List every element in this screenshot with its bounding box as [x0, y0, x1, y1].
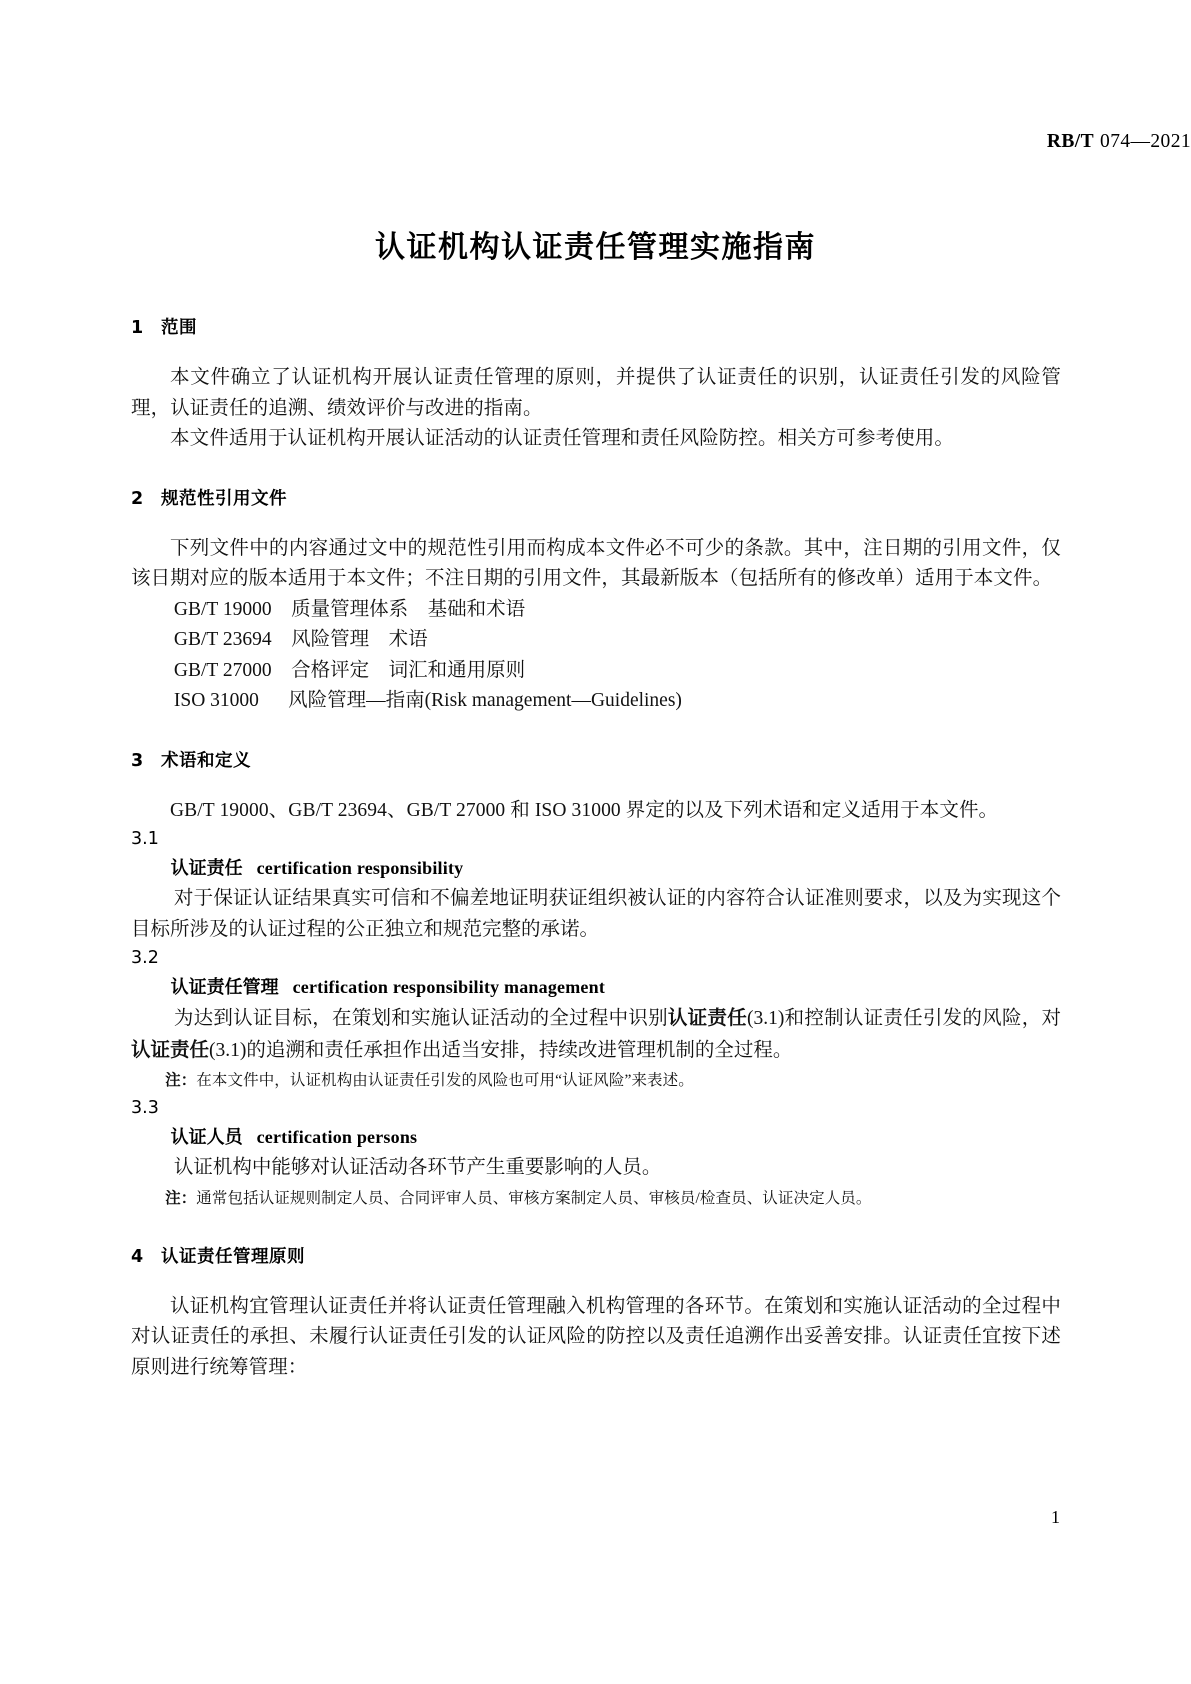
- section-number-2: 2: [131, 488, 144, 509]
- term-definition-3-2: [131, 1003, 1061, 1066]
- section-number-4: 4: [131, 1246, 144, 1267]
- term-definition-3-3: 认证机构中能够对认证活动各环节产生重要影响的人员。: [173, 1157, 662, 1178]
- term-en-3-3: certification persons: [256, 1127, 418, 1147]
- definition-text-part: (3.1)的追溯和责任承担作出适当安排，持续改进管理机制的全过程。: [209, 1039, 793, 1061]
- page-title: 认证机构认证责任管理实施指南: [375, 230, 816, 265]
- note-text: 通常包括认证规则制定人员、合同评审人员、审核方案制定人员、审核员/检查员、认证决定人员。: [196, 1189, 872, 1207]
- note-label: 注：: [165, 1188, 197, 1207]
- term-entry-3-2: [131, 972, 1061, 1003]
- page-number: 1: [1051, 1507, 1060, 1527]
- section-title-2: 规范性引用文件: [161, 488, 287, 509]
- document-header: [0, 131, 1191, 153]
- term-en-3-1: certification responsibility: [256, 858, 464, 878]
- section-4-paragraph-1: 认证机构宜管理认证责任并将认证责任管理融入机构管理的各环节。在策划和实施认证活动的全过程中对认证责任的承担、未履行认证责任引发的认证风险的防控以及责任追溯作出妥善安排。认证责任宜按下述原则进行统筹管理：: [131, 1295, 1061, 1378]
- clause-number-3-1: 3.1: [131, 829, 159, 849]
- section-number-3: 3: [131, 750, 144, 771]
- clause-number-3-2: 3.2: [131, 948, 159, 968]
- term-definition-3-1: 对于保证认证结果真实可信和不偏差地证明获证组织被认证的内容符合认证准则要求，以及为实现这个目标所涉及的认证过程的公正独立和规范完整的承诺。: [131, 888, 1061, 940]
- term-zh-3-2: 认证责任管理: [170, 977, 279, 998]
- normative-reference-item: GB/T 27000 合格评定 词汇和通用原则: [173, 659, 526, 681]
- section-2-paragraph-1: 下列文件中的内容通过文中的规范性引用而构成本文件必不可少的条款。其中，注日期的引用文件，仅该日期对应的版本适用于本文件；不注日期的引用文件，其最新版本（包括所有的修改单）适用于本文件。: [131, 537, 1061, 589]
- section-title-3: 术语和定义: [161, 750, 251, 771]
- term-entry-3-1: [131, 853, 1061, 884]
- section-number-1: 1: [131, 318, 144, 338]
- term-zh-3-3: 认证人员: [170, 1127, 243, 1148]
- term-zh-3-1: 认证责任: [170, 858, 243, 879]
- note-text: 在本文件中，认证机构由认证责任引发的风险也可用“认证风险”来表述。: [196, 1072, 694, 1089]
- section-1-paragraph-1: 本文件确立了认证机构开展认证责任管理的原则，并提供了认证责任的识别，认证责任引发的风险管理，认证责任的追溯、绩效评价与改进的指南。: [131, 367, 1061, 419]
- standard-code: RB/T: [1046, 131, 1095, 152]
- term-entry-3-3: [131, 1122, 1061, 1153]
- section-heading-4: [131, 1247, 1061, 1268]
- section-title-1: 范围: [161, 318, 197, 338]
- definition-bold-term: 认证责任: [667, 1006, 747, 1029]
- term-note-3-3: [131, 1184, 1061, 1213]
- normative-reference-item: ISO 31000 风险管理—指南(Risk management—Guidelines): [173, 690, 682, 711]
- section-heading-2: [131, 489, 1061, 510]
- note-label: 注：: [165, 1071, 197, 1089]
- section-heading-1: [131, 318, 1061, 339]
- normative-reference-item: GB/T 19000 质量管理体系 基础和术语: [173, 598, 526, 620]
- definition-bold-term: 认证责任: [131, 1037, 210, 1061]
- definition-text-part: (3.1)和控制认证责任引发的风险，对: [746, 1008, 1061, 1029]
- section-3-paragraph-1: GB/T 19000、GB/T 23694、GB/T 27000 和 ISO 31000 界定的以及下列术语和定义适用于本文件。: [170, 799, 999, 821]
- standard-number: 074—2021: [1100, 131, 1191, 152]
- definition-text-part: 为达到认证目标，在策划和实施认证活动的全过程中识别: [173, 1008, 668, 1029]
- normative-reference-item: GB/T 23694 风险管理 术语: [173, 629, 428, 650]
- term-note-3-2: [131, 1066, 1061, 1095]
- section-heading-3: [131, 751, 1061, 772]
- section-title-4: 认证责任管理原则: [161, 1246, 305, 1267]
- term-en-3-2: certification responsibility management: [292, 977, 606, 997]
- clause-number-3-3: 3.3: [131, 1098, 159, 1118]
- section-1-paragraph-2: 本文件适用于认证机构开展认证活动的认证责任管理和责任风险防控。相关方可参考使用。: [170, 428, 955, 449]
